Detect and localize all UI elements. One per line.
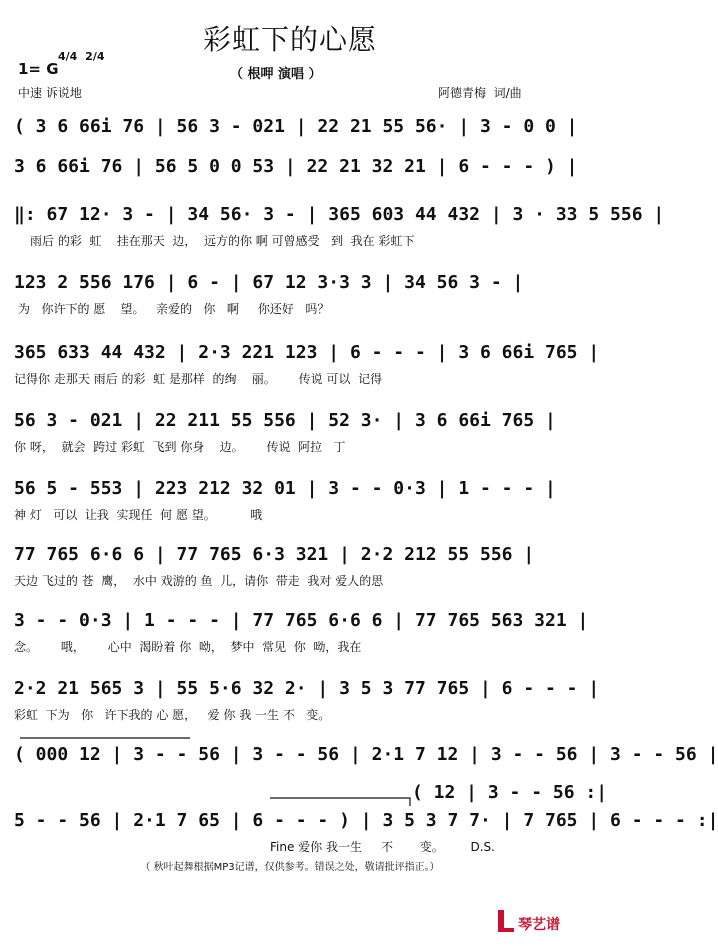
notes-line: 123 2 556 176 | 6 - | 67 12 3·3 3 | 34 56 3 - | [14, 272, 524, 293]
tempo-marking: 中速 诉说地 [18, 86, 82, 100]
notes-line: 5 - - 56 | 2·1 7 65 | 6 - - - ) | 3 5 3 7 7· | 7 765 | 6 - - - :| [14, 810, 718, 831]
singer-credit: （ 根呷 演唱 ） [230, 67, 322, 82]
notes-line: 56 3 - 021 | 22 211 55 556 | 52 3· | 3 6 66i 765 | [14, 410, 556, 431]
notes-line: ‖: 67 12· 3 - | 34 56· 3 - | 365 603 44 432 | 3 · 33 5 556 | [14, 204, 665, 225]
notes-line: 3 - - 0·3 | 1 - - - | 77 765 6·6 6 | 77 765 563 321 | [14, 610, 589, 631]
lyric-line: Fine 爱你 我一生 不 变。 D.S. [270, 840, 495, 854]
lyric-line: 记得你 走那天 雨后 的彩 虹 是那样 的绚 丽。 传说 可以 记得 [14, 372, 383, 386]
time-signature-2: 2/4 [85, 50, 105, 63]
lyric-line: 为 你许下的 愿 望。 亲爱的 你 啊 你还好 吗？ [18, 302, 330, 316]
notes-line: ( 3 6 66i 76 | 56 3 - 021 | 22 21 55 56· | 3 - 0 0 | [14, 116, 578, 137]
brand-name: 琴艺谱 [518, 917, 560, 933]
notes-line: ( 12 | 3 - - 56 :| [412, 782, 608, 803]
notes-line: 56 5 - 553 | 223 212 32 01 | 3 - - 0·3 | 1 - - - | [14, 478, 556, 499]
key-signature: 1= G [18, 60, 59, 78]
brand-logo-icon [494, 906, 518, 934]
volta-line-2 [270, 798, 410, 806]
lyric-line: 你 呀， 就会 跨过 彩虹 飞到 你身 边。 传说 阿拉 丁 [14, 440, 346, 454]
song-title: 彩虹下的心愿 [202, 23, 377, 56]
notes-line: 77 765 6·6 6 | 77 765 6·3 321 | 2·2 212 55 556 | [14, 544, 535, 565]
lyric-line: 雨后 的彩 虹 挂在那天 边， 远方的你 啊 可曾感受 到 我在 彩虹下 [30, 234, 415, 248]
notes-line: 3 6 66i 76 | 56 5 0 0 53 | 22 21 32 21 | 6 - - - ) | [14, 156, 578, 177]
notes-line: 2·2 21 565 3 | 55 5·6 32 2· | 3 5 3 77 765 | 6 - - - | [14, 678, 600, 699]
notes-line: ( 000 12 | 3 - - 56 | 3 - - 56 | 2·1 7 12 | 3 - - 56 | 3 - - 56 | [14, 744, 718, 765]
time-signature-1: 4/4 [58, 50, 78, 63]
lyric-line: 彩虹 下为 你 许下我的 心 愿， 爱 你 我 一生 不 变。 [14, 708, 331, 722]
notes-line: 365 633 44 432 | 2·3 221 123 | 6 - - - | 3 6 66i 765 | [14, 342, 600, 363]
lyric-line: 神 灯 可以 让我 实现任 何 愿 望。 哦 [14, 508, 263, 522]
composer-credit: 阿德青梅 词/曲 [438, 86, 522, 100]
lyric-line: 天边 飞过的 苍 鹰， 水中 戏游的 鱼 儿，请你 带走 我对 爱人的思 [14, 574, 384, 588]
lyric-line: 念。 哦， 心中 渴盼着 你 呦， 梦中 常见 你 呦，我在 [14, 640, 362, 654]
footnote: （ 秋叶起舞根据MP3记谱，仅供参考。错误之处，敬请批评指正。） [140, 862, 440, 873]
